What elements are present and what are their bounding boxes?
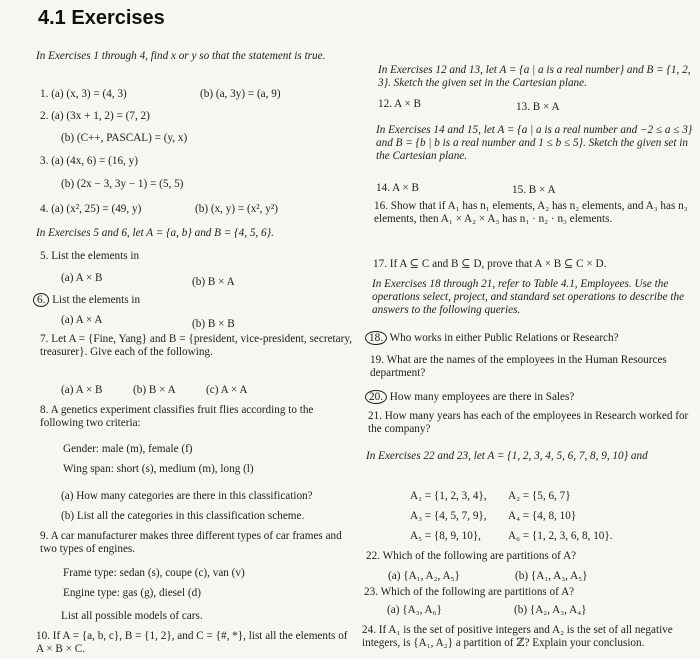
problem-6b: (b) B × B	[192, 318, 235, 330]
problem-9: 9. A car manufacturer makes three different types of car frames and two types of engines.	[40, 530, 342, 555]
circled-number-6: 6.	[33, 293, 49, 307]
problem-5a: (a) A × B	[61, 272, 103, 284]
problem-22a: (a) {A₁, A₂, A₅}	[388, 570, 460, 582]
problem-7c: (c) A × A	[206, 384, 248, 396]
set-a2: A₂ = {5, 6, 7}	[508, 490, 571, 502]
problem-17: 17. If A ⊆ C and B ⊆ D, prove that A × B ⊆ C × D.	[373, 258, 607, 270]
problem-8b: (b) List all the categories in this classification scheme.	[61, 510, 305, 522]
problem-3a: 3. (a) (4x, 6) = (16, y)	[40, 155, 138, 167]
problem-4a: 4. (a) (x², 25) = (49, y)	[40, 203, 142, 215]
set-a6: A₆ = {1, 2, 3, 6, 8, 10}.	[508, 530, 613, 542]
problem-8-wingspan: Wing span: short (s), medium (m), long (l)	[63, 463, 254, 475]
circled-number-20: 20.	[365, 390, 387, 404]
intro-exercises-18-21: In Exercises 18 through 21, refer to Table 4.1, Employees. Use the operations select, project, and standard set operations to describe the answers to the following queries.	[372, 278, 685, 316]
problem-6	[38, 293, 140, 307]
problem-3b: (b) (2x − 3, 3y − 1) = (5, 5)	[61, 178, 184, 190]
problem-18-text: Who works in either Public Relations or Research?	[389, 332, 619, 344]
problem-8-gender: Gender: male (m), female (f)	[63, 443, 193, 455]
problem-24: 24. If A₁ is the set of positive integers and A₂ is the set of all negative integers, is {A₁, A₂} a partition of ℤ? Explain your conclusion.	[362, 624, 673, 649]
intro-exercises-1-4: In Exercises 1 through 4, find x or y so that the statement is true.	[36, 50, 326, 62]
problem-14: 14. A × B	[376, 182, 419, 194]
problem-18	[370, 331, 619, 345]
problem-1a: 1. (a) (x, 3) = (4, 3)	[40, 88, 127, 100]
problem-7: 7. Let A = {Fine, Yang} and B = {president, vice-president, secretary, treasurer}. Give each of the following.	[40, 333, 352, 358]
problem-9-engine: Engine type: gas (g), diesel (d)	[63, 587, 201, 599]
problem-2b: (b) (C++, PASCAL) = (y, x)	[61, 132, 188, 144]
intro-exercises-12-13: In Exercises 12 and 13, let A = {a | a is a real number} and B = {1, 2, 3}. Sketch the given set in the Cartesian plane.	[378, 64, 691, 89]
problem-16: 16. Show that if A₁ has n₁ elements, A₂ has n₂ elements, and A₃ has n₃ elements, then A₁ × A₂ × A₃ has n₁ · n₂ · n₃ elements.	[374, 200, 688, 225]
problem-2a: 2. (a) (3x + 1, 2) = (7, 2)	[40, 110, 150, 122]
problem-8: 8. A genetics experiment classifies fruit flies according to the following two criteria:	[40, 404, 314, 429]
problem-5: 5. List the elements in	[40, 250, 140, 262]
problem-5b: (b) B × A	[192, 276, 235, 288]
problem-23b: (b) {A₂, A₃, A₄}	[514, 604, 587, 616]
set-a3: A₃ = {4, 5, 7, 9},	[410, 510, 487, 522]
problem-7a: (a) A × B	[61, 384, 103, 396]
circled-number-18: 18.	[365, 331, 387, 345]
problem-20-text: How many employees are there in Sales?	[389, 391, 575, 403]
problem-22: 22. Which of the following are partitions of A?	[366, 550, 577, 562]
problem-13: 13. B × A	[516, 101, 560, 113]
problem-4b: (b) (x, y) = (x², y²)	[195, 203, 278, 215]
problem-19: 19. What are the names of the employees in the Human Resources department?	[370, 354, 667, 379]
problem-15: 15. B × A	[512, 184, 556, 196]
problem-20	[370, 390, 574, 404]
problem-9-frame: Frame type: sedan (s), coupe (c), van (v)	[63, 567, 245, 579]
section-title: 4.1 Exercises	[38, 7, 165, 29]
problem-9-list: List all possible models of cars.	[61, 610, 203, 622]
problem-23a: (a) {A₃, A₆}	[387, 604, 442, 616]
problem-22b: (b) {A₁, A₃, A₅}	[515, 570, 588, 582]
intro-exercises-5-6: In Exercises 5 and 6, let A = {a, b} and B = {4, 5, 6}.	[36, 227, 274, 239]
problem-8a: (a) How many categories are there in this classification?	[61, 490, 313, 502]
intro-exercises-22-23: In Exercises 22 and 23, let A = {1, 2, 3, 4, 5, 6, 7, 8, 9, 10} and	[366, 450, 648, 462]
set-a1: A₁ = {1, 2, 3, 4},	[410, 490, 487, 502]
problem-7b: (b) B × A	[133, 384, 176, 396]
problem-1b: (b) (a, 3y) = (a, 9)	[200, 88, 281, 100]
set-a5: A₅ = {8, 9, 10},	[410, 530, 481, 542]
set-a4: A₄ = {4, 8, 10}	[508, 510, 577, 522]
problem-21: 21. How many years has each of the employees in Research worked for the company?	[368, 410, 689, 435]
problem-23: 23. Which of the following are partitions of A?	[364, 586, 575, 598]
intro-exercises-14-15: In Exercises 14 and 15, let A = {a | a is a real number and −2 ≤ a ≤ 3} and B = {b | b is a real number and 1 ≤ b ≤ 5}. Sketch the given set in the Cartesian plane.	[376, 124, 693, 162]
problem-10: 10. If A = {a, b, c}, B = {1, 2}, and C = {#, *}, list all the elements of A × B × C.	[36, 630, 348, 655]
problem-6-text: List the elements in	[52, 294, 141, 306]
problem-12: 12. A × B	[378, 98, 421, 110]
problem-6a: (a) A × A	[61, 314, 103, 326]
